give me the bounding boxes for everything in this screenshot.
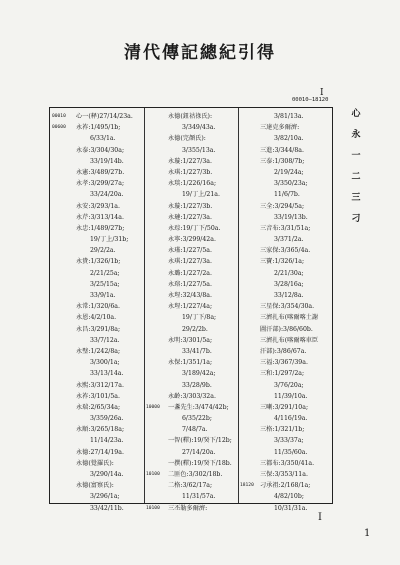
entry-text: 3/355/13a. [182, 146, 216, 154]
entry-text: 三寶:1/326/1a; [260, 258, 305, 266]
index-entry [240, 234, 332, 245]
index-entry [240, 268, 332, 279]
entry-text: 永璂:1/227/5a. [168, 247, 212, 255]
entry-text: 11/6/7b. [274, 191, 300, 199]
entry-text: 永德(完顏氏): [168, 135, 206, 143]
index-entry [52, 122, 143, 133]
side-index-char: 三 [351, 193, 361, 203]
entry-text: 永憲:3/489/27b. [76, 168, 125, 176]
entry-text: 永孝:3/299/27a; [76, 180, 125, 188]
entry-text: 一智(釋):19/癸下/12b; [168, 437, 232, 445]
entry-text: 33/28/9b. [182, 381, 212, 389]
entry-text: 汗部):3/86/67a. [260, 347, 307, 355]
entry-text: 永璇:1/227/3a. [168, 157, 212, 165]
entry-text: 33/19/13b. [274, 213, 308, 221]
side-index-char: 永 [351, 130, 361, 140]
entry-text: 永璐:1/227/2a. [168, 269, 212, 277]
index-entry [52, 424, 143, 435]
index-entry [240, 391, 332, 402]
index-entry [146, 312, 237, 323]
entry-text: 永芹:3/313/14a. [76, 213, 124, 221]
entry-text: 圖汗部):3/86/60b. [260, 325, 313, 333]
entry-text: 三保:3/353/11a. [260, 471, 308, 478]
entry-text: 3/189/42a; [182, 370, 216, 378]
entry-text: 永璉:1/227/3a. [168, 213, 212, 221]
entry-text: 19/丁下/8a; [182, 314, 217, 322]
index-entry [146, 447, 237, 458]
side-index-char: 二 [351, 172, 361, 182]
index-entry [146, 223, 237, 234]
entry-text: 33/41/7b. [182, 347, 212, 355]
page-number-bottom: 1 [364, 528, 371, 539]
index-entry [146, 335, 237, 346]
entry-text: 29/2/2b. [182, 325, 208, 333]
index-entry [146, 503, 237, 514]
index-entry [240, 189, 332, 200]
entry-text: 永德(鈕祜祿氏): [168, 113, 213, 120]
column-divider [144, 108, 145, 503]
entry-text: 三和:1/297/2a; [260, 370, 305, 378]
index-entry [146, 178, 237, 189]
index-entry [52, 380, 143, 391]
side-index-char: 一 [351, 151, 361, 161]
entry-text: 永琰:1/226/16a; [168, 180, 217, 188]
index-entry [146, 402, 237, 413]
index-entry [240, 178, 332, 189]
entry-text: 11/31/57a. [182, 493, 216, 501]
index-entry [146, 391, 237, 402]
index-entry [146, 346, 237, 357]
entry-text: 3/33/37a; [274, 437, 304, 445]
entry-text: 33/9/1a. [90, 292, 116, 299]
entry-text: 永齡:3/303/32a. [168, 392, 216, 400]
index-entry [240, 346, 332, 357]
entry-text: 三格:1/321/1b; [260, 426, 305, 434]
index-entry [52, 290, 143, 301]
index-entry [240, 145, 332, 156]
entry-text: 三星保:3/354/30a. [260, 303, 315, 311]
entry-text: 永琪:1/227/3b. [168, 168, 213, 176]
index-entry [240, 357, 332, 368]
entry-text: 三達克多爾濟: [260, 124, 300, 132]
entry-text: 33/13/14a. [90, 370, 124, 378]
entry-text: 永祚:3/101/5a. [76, 392, 120, 400]
index-entry [52, 268, 143, 279]
entry-text: 三家保:3/365/4a. [260, 247, 311, 255]
side-index-char: 心 [351, 109, 361, 119]
index-entry [52, 491, 143, 502]
index-entry [146, 290, 237, 301]
entry-text: 3/81/13a. [274, 113, 304, 120]
entry-code: 10100 [146, 505, 160, 511]
entry-text: 3/25/15a; [90, 280, 120, 288]
index-entry [146, 234, 237, 245]
index-entry [146, 133, 237, 144]
index-entry [52, 189, 143, 200]
index-entry [240, 301, 332, 312]
entry-text: 6/33/1a. [90, 135, 116, 143]
index-entry [146, 279, 237, 290]
index-entry [240, 324, 332, 335]
index-entry [146, 324, 237, 335]
entry-text: 永寧:3/299/42a. [168, 236, 216, 244]
index-entry [240, 312, 332, 323]
index-entry [240, 480, 332, 491]
index-entry [146, 268, 237, 279]
page-title: 清代傳記總紀引得 [124, 43, 276, 63]
entry-text: 2/21/25a; [90, 269, 120, 277]
entry-text: 33/7/12a. [90, 336, 120, 344]
entry-text: 永昌:3/291/8a; [76, 325, 121, 333]
page-number-top: I [318, 512, 322, 523]
entry-text: 3/290/14a. [90, 471, 124, 478]
entry-text: 永明:3/301/5a; [168, 336, 213, 344]
entry-text: 3/82/10a. [274, 135, 304, 143]
code-range: 00010—18120 [292, 97, 329, 103]
entry-text: 三喇:3/291/10a; [260, 403, 309, 411]
index-column-1 [52, 111, 143, 512]
entry-text: 2/19/24a; [274, 168, 304, 176]
entry-text: 3/296/1a; [90, 493, 120, 501]
index-entry [52, 480, 143, 491]
entry-text: 19/丁上/21a. [182, 191, 220, 199]
entry-text: 永琪:1/227/3a. [168, 258, 212, 266]
index-entry [146, 145, 237, 156]
entry-text: 29/2/2a. [90, 247, 116, 255]
index-entry [240, 111, 332, 122]
index-entry [146, 469, 237, 480]
entry-code: 10100 [146, 472, 160, 477]
entry-text: 永泰:3/304/30a; [76, 146, 125, 154]
entry-text: 4/116/19a. [274, 415, 308, 423]
index-entry [52, 413, 143, 424]
index-entry [52, 357, 143, 368]
index-entry [240, 335, 332, 346]
entry-text: 3/28/16a; [274, 280, 304, 288]
entry-text: 永安:3/293/1a. [76, 202, 120, 210]
index-column-2 [146, 111, 237, 512]
entry-text: 永瑞:2/65/34a; [76, 403, 121, 411]
entry-text: 永璧:1/242/8a; [76, 347, 121, 355]
entry-text: 永貴:1/326/1b; [76, 258, 121, 266]
index-entry [52, 391, 143, 402]
index-entry [240, 279, 332, 290]
index-entry [240, 133, 332, 144]
index-entry [52, 458, 143, 469]
index-entry [240, 435, 332, 446]
index-entry [52, 133, 143, 144]
entry-text: 永瑆:32/43/8a. [168, 292, 212, 299]
entry-text: 永德:27/14/19a. [76, 448, 124, 456]
index-entry [146, 256, 237, 267]
entry-text: 三濟扎布(喀爾喀車臣 [260, 336, 319, 344]
index-entry [52, 435, 143, 446]
index-entry [240, 290, 332, 301]
entry-text: 7/48/7a. [182, 426, 208, 434]
entry-text: 三全:3/294/5a; [260, 202, 305, 210]
side-index-char: 刁 [351, 214, 361, 224]
entry-text: 一盞先生:3/474/42b; [168, 403, 229, 411]
index-entry [146, 480, 237, 491]
index-entry [52, 447, 143, 458]
entry-text: 永保:1/351/1a; [168, 359, 213, 367]
entry-text: 永璇:1/227/3b. [168, 202, 213, 210]
index-entry [240, 368, 332, 379]
entry-text: 永瑢:1/227/5a. [168, 280, 212, 288]
entry-text: 4/82/10b; [274, 493, 304, 501]
index-entry [240, 212, 332, 223]
index-column-3 [240, 111, 332, 512]
entry-code: 10000 [146, 404, 160, 410]
index-entry [52, 201, 143, 212]
entry-text: 3/371/2a. [274, 236, 304, 244]
index-entry [52, 156, 143, 167]
index-entry [240, 156, 332, 167]
index-entry [240, 458, 332, 469]
entry-text: 3/359/26a. [90, 415, 124, 423]
index-entry [240, 201, 332, 212]
entry-text: 三進:3/344/8a. [260, 146, 304, 154]
entry-text: 6/35/22b; [182, 415, 212, 423]
entry-text: 一撰(釋):19/癸下/18b. [168, 459, 232, 467]
entry-text: 33/19/14b. [90, 157, 124, 165]
index-entry [52, 335, 143, 346]
entry-code: 00010 [52, 114, 66, 119]
entry-text: 三都布:3/350/41a. [260, 459, 315, 467]
entry-text: 永瑆:1/227/4a; [168, 303, 213, 311]
entry-text: 三泰:1/308/7b; [260, 157, 305, 165]
index-entry [146, 156, 237, 167]
entry-text: 永琮:19/丁下/50a. [168, 224, 221, 232]
index-entry [240, 413, 332, 424]
index-entry [146, 458, 237, 469]
index-entry [240, 380, 332, 391]
index-entry [240, 167, 332, 178]
index-table [49, 107, 333, 512]
entry-text: 心一(释)27/14/23a. [76, 113, 133, 120]
index-entry [146, 357, 237, 368]
index-entry [146, 189, 237, 200]
section-number: I [320, 88, 324, 98]
entry-text: 二格:3/62/17a; [168, 482, 213, 490]
entry-text: 三音布:3/31/51a; [260, 224, 311, 232]
index-entry [52, 279, 143, 290]
entry-text: 3/350/23a; [274, 180, 308, 188]
index-entry [52, 223, 143, 234]
index-entry [240, 491, 332, 502]
index-entry [146, 368, 237, 379]
index-entry [52, 212, 143, 223]
index-entry [240, 223, 332, 234]
entry-text: 19/丁上/31b; [90, 236, 129, 244]
index-entry [146, 201, 237, 212]
index-entry [146, 301, 237, 312]
column-divider [238, 108, 239, 503]
entry-text: 永恩:4/2/10a. [76, 314, 117, 322]
index-entry [52, 256, 143, 267]
entry-text: 3/349/43a. [182, 124, 216, 132]
index-entry [146, 122, 237, 133]
index-entry [52, 245, 143, 256]
index-entry [52, 167, 143, 178]
entry-text: 永熙:3/312/17a. [76, 381, 124, 389]
index-entry [146, 212, 237, 223]
index-entry [146, 245, 237, 256]
entry-text: 11/35/60a. [274, 448, 308, 456]
index-entry [240, 256, 332, 267]
index-entry [240, 245, 332, 256]
entry-text: 三丕勒多爾濟: [168, 504, 208, 512]
entry-text: 33/24/20a. [90, 191, 124, 199]
entry-text: 三濟扎布(喀爾喀土謝 [260, 314, 319, 322]
entry-text: 永德(覺羅氏): [76, 459, 114, 467]
side-index [349, 104, 363, 230]
index-entry [146, 435, 237, 446]
index-entry [240, 424, 332, 435]
entry-text: 三福:3/367/39a. [260, 359, 308, 367]
index-entry [240, 469, 332, 480]
entry-text: 11/14/23a. [90, 437, 124, 445]
entry-text: 2/21/30a; [274, 269, 304, 277]
index-entry [240, 402, 332, 413]
entry-text: 永常:1/320/6a. [76, 303, 120, 311]
index-entry [52, 111, 143, 122]
index-entry [146, 167, 237, 178]
index-entry [240, 122, 332, 133]
entry-text: 33/12/8a. [274, 292, 304, 299]
entry-text: 33/42/11b. [90, 504, 124, 512]
index-entry [52, 469, 143, 480]
index-entry [240, 447, 332, 458]
entry-code: 00600 [52, 125, 66, 131]
entry-text: 永順:3/265/18a; [76, 426, 125, 434]
index-entry [52, 402, 143, 413]
index-entry [146, 413, 237, 424]
entry-text: 11/39/10a. [274, 392, 308, 400]
entry-text: 永德(富察氏): [76, 482, 114, 490]
index-entry [52, 145, 143, 156]
entry-code: 18120 [240, 483, 254, 489]
index-entry [52, 503, 143, 514]
index-entry [146, 491, 237, 502]
index-entry [52, 324, 143, 335]
entry-text: 3/300/1a; [90, 359, 120, 367]
index-entry [52, 368, 143, 379]
index-entry [146, 111, 237, 122]
entry-text: 永祚:1/495/1b; [76, 124, 121, 132]
entry-text: 二匪色:3/302/18b. [168, 471, 223, 478]
entry-text: 3/76/20a; [274, 381, 304, 389]
index-entry [52, 312, 143, 323]
index-entry [146, 424, 237, 435]
entry-text: 刁承祖:2/168/1a; [260, 482, 311, 490]
entry-text: 永忠:1/489/27b; [76, 224, 125, 232]
index-entry [52, 178, 143, 189]
entry-text: 10/31/31a. [274, 504, 308, 512]
index-entry [52, 234, 143, 245]
index-entry [146, 380, 237, 391]
index-entry [52, 301, 143, 312]
index-entry [52, 346, 143, 357]
entry-text: 27/14/20a. [182, 448, 216, 456]
